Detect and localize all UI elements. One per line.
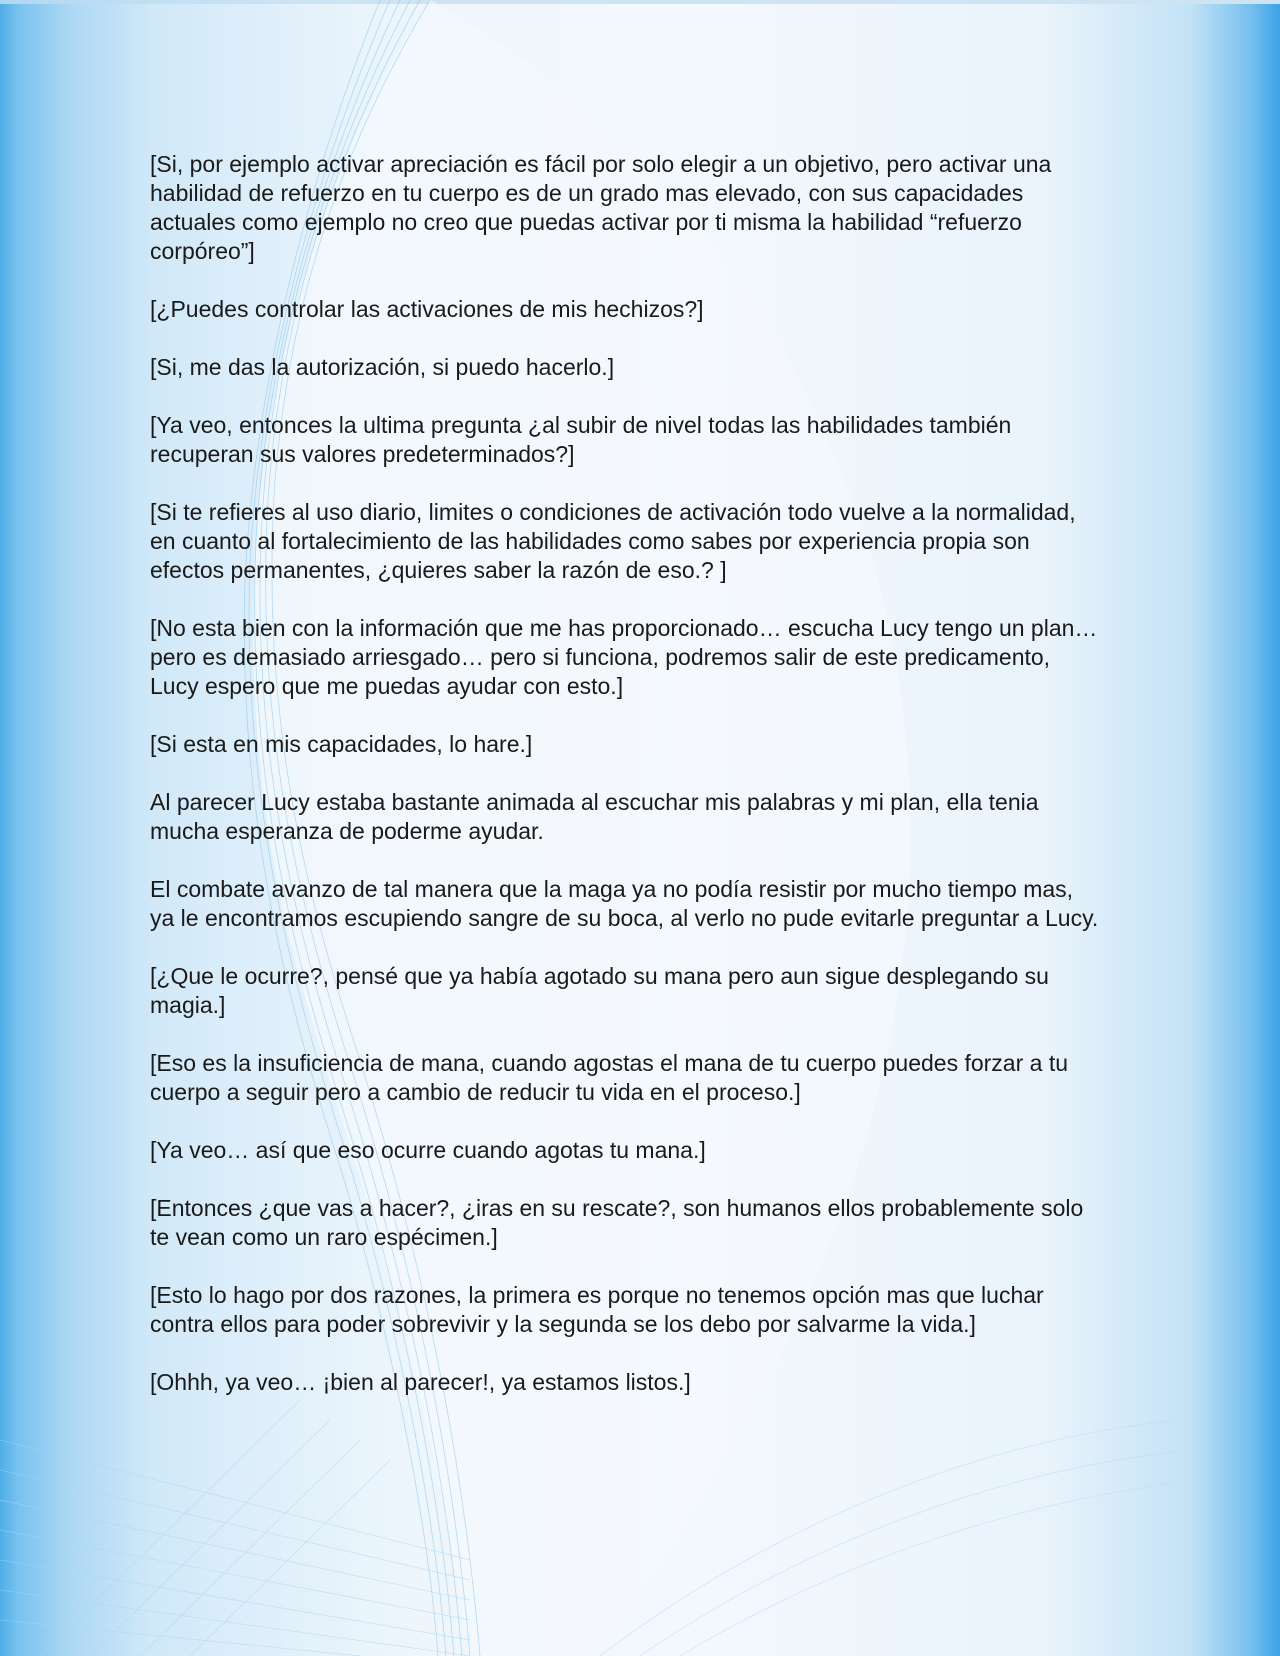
paragraph: [Eso es la insuficiencia de mana, cuando agostas el mana de tu cuerpo puedes forzar a tu cuerpo a seguir pero a cambio de reducir tu vida en el proceso.] <box>150 1050 1069 1105</box>
paragraph: [Si te refieres al uso diario, limites o condiciones de activación todo vuelve a la normalidad, en cuanto al fortalecimiento de las habilidades como sabes por experiencia propia son efectos permanentes, ¿quieres saber la razón de eso.? ] <box>150 499 1076 583</box>
paragraph: [Ya veo… así que eso ocurre cuando agotas tu mana.] <box>150 1137 706 1163</box>
paragraph: [No esta bien con la información que me has proporcionado… escucha Lucy tengo un plan… pero es demasiado arriesgado… pero si funciona, podremos salir de este predicamento, Lucy espero que me puedas ayudar con esto.] <box>150 615 1098 699</box>
paragraph: [¿Que le ocurre?, pensé que ya había agotado su mana pero aun sigue desplegando su magia.] <box>150 963 1049 1018</box>
document-body <box>150 150 1100 1426</box>
paragraph: [Ohhh, ya veo… ¡bien al parecer!, ya estamos listos.] <box>150 1369 691 1395</box>
paragraph: [Esto lo hago por dos razones, la primera es porque no tenemos opción mas que luchar contra ellos para poder sobrevivir y la segunda se los debo por salvarme la vida.] <box>150 1282 1044 1337</box>
paragraph: [Ya veo, entonces la ultima pregunta ¿al subir de nivel todas las habilidades también recuperan sus valores predeterminados?] <box>150 412 1012 467</box>
paragraph: [Si, por ejemplo activar apreciación es fácil por solo elegir a un objetivo, pero activar una habilidad de refuerzo en tu cuerpo es de un grado mas elevado, con sus capacidades actuales como ejemplo no creo que puedas activar por ti misma la habilidad “refuerzo corpóreo”] <box>150 151 1052 264</box>
paragraph: [Si esta en mis capacidades, lo hare.] <box>150 731 533 757</box>
paragraph: [Si, me das la autorización, si puedo hacerlo.] <box>150 354 615 380</box>
paragraph: Al parecer Lucy estaba bastante animada al escuchar mis palabras y mi plan, ella tenia mucha esperanza de poderme ayudar. <box>150 789 1039 844</box>
paragraph: El combate avanzo de tal manera que la maga ya no podía resistir por mucho tiempo mas, ya le encontramos escupiendo sangre de su boca, al verlo no pude evitarle preguntar a Lucy. <box>150 876 1099 931</box>
paragraph: [Entonces ¿que vas a hacer?, ¿iras en su rescate?, son humanos ellos probablemente solo te vean como un raro espécimen.] <box>150 1195 1084 1250</box>
paragraph: [¿Puedes controlar las activaciones de mis hechizos?] <box>150 296 704 322</box>
